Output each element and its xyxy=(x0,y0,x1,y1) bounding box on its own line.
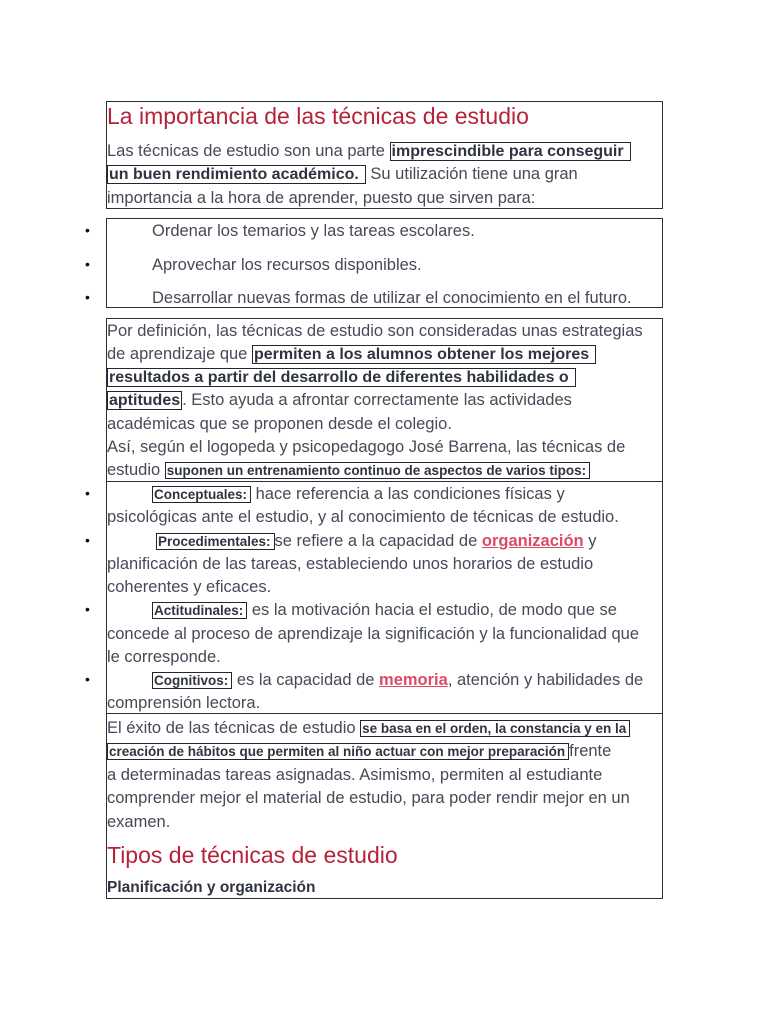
bullet-icon: • xyxy=(85,256,90,272)
label-conceptuales: Conceptuales: xyxy=(152,486,251,503)
list-item-aprovechar: Aprovechar los recursos disponibles. xyxy=(152,256,422,274)
type-procedimentales xyxy=(156,530,596,553)
highlight-se-basa: se basa en el orden, la constancia y en la xyxy=(360,720,630,737)
type-conceptuales xyxy=(152,483,565,506)
success-line-5: examen. xyxy=(107,813,171,831)
list-item-ordenar: Ordenar los temarios y las tareas escolares. xyxy=(152,222,475,240)
intro-line-1 xyxy=(107,140,631,163)
success-line-2 xyxy=(107,740,611,763)
intro-text: Su utilización tiene una gran xyxy=(365,165,578,183)
definition-line-1: Por definición, las técnicas de estudio son consideradas unas estrategias xyxy=(107,322,643,340)
definition-line-4 xyxy=(107,389,572,412)
definition-line-7 xyxy=(107,459,590,482)
highlight-permiten: permiten a los alumnos obtener los mejores xyxy=(252,345,596,364)
type-conceptuales-line-2: psicológicas ante el estudio, y al conocimiento de técnicas de estudio. xyxy=(107,508,619,526)
subsection-title-planificacion: Planificación y organización xyxy=(107,879,316,896)
intro-text: Las técnicas de estudio son una parte xyxy=(107,142,390,160)
bullet-icon: • xyxy=(85,485,90,501)
type-cognitivos-line-2: comprensión lectora. xyxy=(107,694,261,712)
definition-line-2 xyxy=(107,343,596,366)
success-line-4: comprender mejor el material de estudio, para poder rendir mejor en un xyxy=(107,789,630,807)
bullet-icon: • xyxy=(85,289,90,305)
type-actitudinales-line-2: concede al proceso de aprendizaje la significación y la funcionalidad que xyxy=(107,625,640,643)
label-actitudinales: Actitudinales: xyxy=(152,602,247,619)
definition-line-6: Así, según el logopeda y psicopedagogo José Barrena, las técnicas de xyxy=(107,438,626,456)
type-text: es la motivación hacia el estudio, de modo que se xyxy=(247,601,617,619)
highlight-creacion: creación de hábitos que permiten al niño actuar con mejor preparación xyxy=(107,743,569,760)
definition-line-5: académicas que se proponen desde el colegio. xyxy=(107,415,452,433)
type-procedimentales-line-3: coherentes y eficaces. xyxy=(107,578,272,596)
highlight-suponen: suponen un entrenamiento continuo de aspectos de varios tipos: xyxy=(165,462,590,479)
definition-text: . Esto ayuda a afrontar correctamente las actividades xyxy=(182,391,572,409)
type-actitudinales xyxy=(152,599,617,622)
type-text: es la capacidad de xyxy=(232,671,380,689)
bullet-icon: • xyxy=(85,222,90,238)
label-procedimentales: Procedimentales: xyxy=(156,533,275,550)
type-cognitivos xyxy=(152,669,643,692)
link-memoria[interactable]: memoria xyxy=(379,671,448,689)
highlight-resultados: resultados a partir del desarrollo de diferentes habilidades o xyxy=(107,368,576,387)
highlight-aptitudes: aptitudes xyxy=(109,392,181,409)
success-line-3: a determinadas tareas asignadas. Asimismo, permiten al estudiante xyxy=(107,766,603,784)
type-text: y xyxy=(583,532,597,550)
intro-line-3: importancia a la hora de aprender, puesto que sirven para: xyxy=(107,189,536,207)
success-line-1 xyxy=(107,717,630,740)
list-item-desarrollar: Desarrollar nuevas formas de utilizar el conocimiento en el futuro. xyxy=(152,289,632,307)
definition-text: de aprendizaje que xyxy=(107,345,252,363)
bullet-icon: • xyxy=(85,671,90,687)
highlight-imprescindible: imprescindible para conseguir xyxy=(390,142,631,161)
label-cognitivos: Cognitivos: xyxy=(152,672,232,689)
type-actitudinales-line-3: le corresponde. xyxy=(107,648,221,666)
success-text: El éxito de las técnicas de estudio xyxy=(107,719,361,737)
section-title-tipos: Tipos de técnicas de estudio xyxy=(107,842,398,868)
definition-line-3 xyxy=(107,366,576,389)
type-text: se refiere a la capacidad de xyxy=(274,532,482,550)
highlight-rendimiento: un buen rendimiento académico. xyxy=(107,165,366,184)
bullet-icon: • xyxy=(85,532,90,548)
type-text: hace referencia a las condiciones físicas y xyxy=(251,485,565,503)
intro-line-2 xyxy=(107,163,578,186)
definition-text: estudio xyxy=(107,461,165,479)
bullet-icon: • xyxy=(85,601,90,617)
section-title-importance: La importancia de las técnicas de estudio xyxy=(107,103,529,129)
success-text: frente xyxy=(569,742,612,760)
type-text: , atención y habilidades de xyxy=(447,671,644,689)
type-procedimentales-line-2: planificación de las tareas, estableciendo unos horarios de estudio xyxy=(107,555,594,573)
link-organizacion[interactable]: organización xyxy=(481,532,584,550)
